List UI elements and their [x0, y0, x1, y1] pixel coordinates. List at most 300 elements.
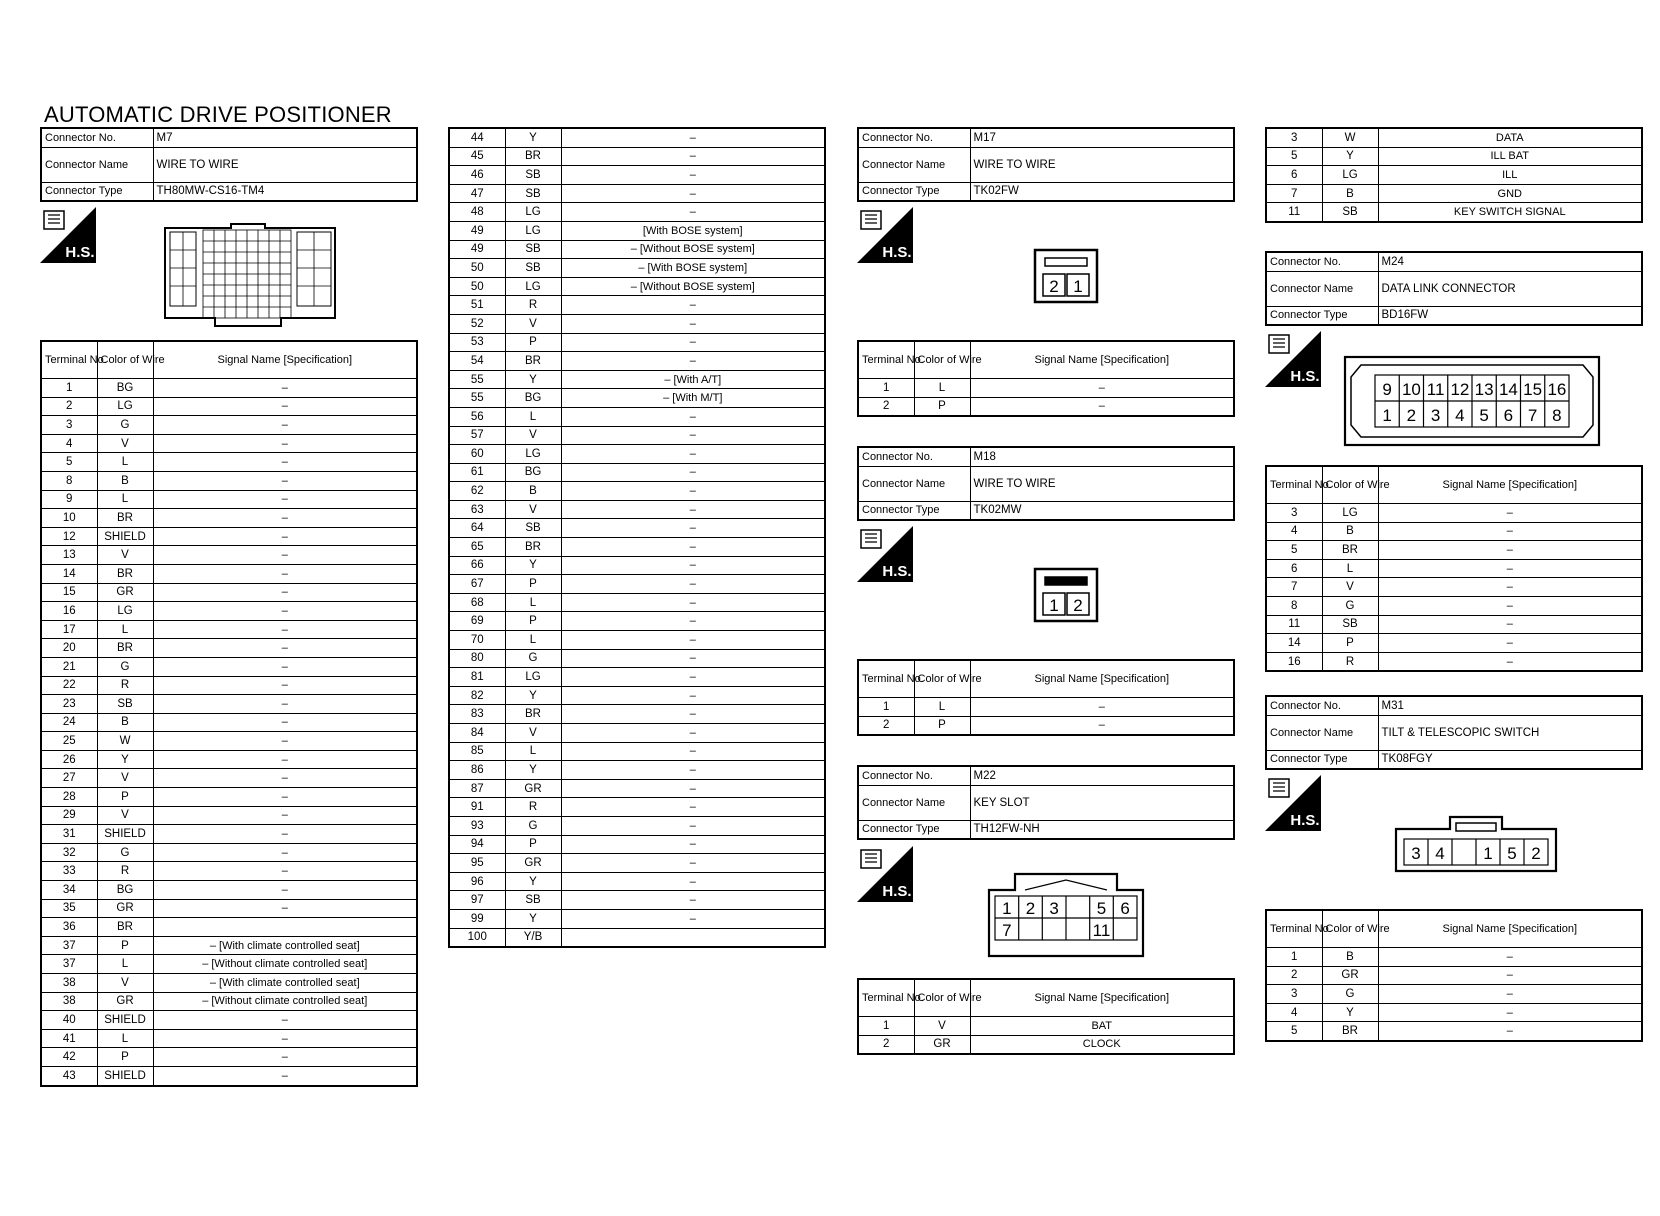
- signal-name-cell: –: [153, 676, 417, 695]
- wire-color-cell: GR: [97, 992, 153, 1011]
- terminal-no-header: Terminal No.: [41, 341, 97, 379]
- wire-color-cell: LG: [505, 445, 561, 464]
- wire-color-cell: G: [1322, 985, 1378, 1004]
- table-row: [41, 490, 417, 509]
- table-row: [449, 482, 825, 501]
- connector-name-value: WIRE TO WIRE: [153, 147, 417, 182]
- terminal-no-cell: 16: [1266, 652, 1322, 671]
- wire-color-cell: Y/B: [505, 928, 561, 947]
- signal-name-cell: –: [153, 713, 417, 732]
- table-row: [449, 575, 825, 594]
- connector-name-value: WIRE TO WIRE: [970, 466, 1234, 501]
- signal-name-cell: –: [561, 593, 825, 612]
- color-header: Color of Wire: [914, 341, 970, 379]
- pin-label: 4: [1435, 844, 1445, 863]
- terminal-no-cell: 56: [449, 407, 505, 426]
- wire-color-cell: SB: [1322, 203, 1378, 222]
- signal-name-cell: [With BOSE system]: [561, 221, 825, 240]
- wire-color-cell: SB: [505, 240, 561, 259]
- signal-name-cell: – [With A/T]: [561, 370, 825, 389]
- pin-label: 8: [1552, 406, 1562, 425]
- table-row: [41, 750, 417, 769]
- wire-color-cell: Y: [505, 370, 561, 389]
- terminal-no-cell: 62: [449, 482, 505, 501]
- terminal-no-cell: 43: [41, 1066, 97, 1085]
- wire-color-cell: B: [1322, 184, 1378, 203]
- terminal-no-cell: 100: [449, 928, 505, 947]
- table-row: [41, 974, 417, 993]
- terminal-no-cell: 40: [41, 1011, 97, 1030]
- connector-name-label: Connector Name: [41, 147, 153, 182]
- harness-side-icon: [857, 846, 913, 902]
- pin-label: 7: [1527, 406, 1538, 425]
- signal-name-cell: –: [561, 463, 825, 482]
- terminal-no-cell: 55: [449, 370, 505, 389]
- terminal-no-cell: 44: [449, 128, 505, 147]
- wire-color-cell: G: [97, 416, 153, 435]
- table-row: [1266, 596, 1642, 615]
- table-row: [41, 509, 417, 528]
- signal-name-cell: –: [153, 788, 417, 807]
- wire-color-cell: L: [914, 379, 970, 398]
- terminal-no-cell: 80: [449, 649, 505, 668]
- table-row: [1266, 652, 1642, 671]
- wire-color-cell: P: [97, 1048, 153, 1067]
- connector-type-label: Connector Type: [41, 182, 153, 201]
- connector-name-label: Connector Name: [858, 147, 970, 182]
- terminal-no-cell: 1: [858, 698, 914, 717]
- table-row: [449, 686, 825, 705]
- terminal-no-cell: 37: [41, 936, 97, 955]
- signal-name-cell: GND: [1378, 184, 1642, 203]
- wire-color-cell: SHIELD: [97, 527, 153, 546]
- signal-name-cell: –: [153, 602, 417, 621]
- terminal-no-cell: 93: [449, 816, 505, 835]
- connector-name-label: Connector Name: [858, 466, 970, 501]
- terminal-no-cell: 7: [1266, 578, 1322, 597]
- terminal-no-cell: 8: [41, 471, 97, 490]
- connector-name-label: Connector Name: [1266, 715, 1378, 750]
- pin-label: 2: [1073, 596, 1083, 615]
- terminal-no-cell: 95: [449, 854, 505, 873]
- signal-name-cell: –: [561, 166, 825, 185]
- wire-color-cell: BR: [1322, 1022, 1378, 1041]
- signal-header: Signal Name [Specification]: [970, 979, 1234, 1017]
- terminal-no-cell: 6: [1266, 166, 1322, 185]
- terminal-no-cell: 9: [41, 490, 97, 509]
- table-row: [858, 1035, 1234, 1054]
- table-row: [449, 854, 825, 873]
- terminal-table-m17: [857, 340, 1235, 417]
- pin-label: 16: [1547, 380, 1567, 399]
- table-row: [41, 992, 417, 1011]
- table-row: [41, 453, 417, 472]
- pin-label: 3: [1049, 899, 1059, 918]
- signal-name-cell: –: [561, 872, 825, 891]
- signal-name-cell: –: [153, 490, 417, 509]
- signal-name-cell: – [With M/T]: [561, 389, 825, 408]
- table-row: [858, 698, 1234, 717]
- table-row: [449, 519, 825, 538]
- terminal-no-cell: 10: [41, 509, 97, 528]
- harness-side-icon: [40, 207, 96, 263]
- terminal-no-cell: 27: [41, 769, 97, 788]
- terminal-no-cell: 51: [449, 296, 505, 315]
- wire-color-cell: R: [505, 798, 561, 817]
- terminal-table-m7: [40, 340, 418, 1087]
- wire-color-cell: P: [914, 716, 970, 735]
- table-row: [858, 397, 1234, 416]
- terminal-no-cell: 55: [449, 389, 505, 408]
- table-row: [41, 806, 417, 825]
- wire-color-cell: L: [97, 1029, 153, 1048]
- terminal-no-cell: 22: [41, 676, 97, 695]
- table-row: [41, 379, 417, 398]
- wire-color-cell: GR: [505, 854, 561, 873]
- pin-label: 13: [1474, 380, 1494, 399]
- table-row: [1266, 634, 1642, 653]
- signal-name-cell: –: [153, 899, 417, 918]
- table-row: [449, 259, 825, 278]
- terminal-no-cell: 4: [1266, 522, 1322, 541]
- wire-color-cell: L: [97, 453, 153, 472]
- connector-no-value: M22: [970, 766, 1234, 785]
- terminal-no-cell: 35: [41, 899, 97, 918]
- wire-color-cell: P: [1322, 634, 1378, 653]
- table-row: [41, 713, 417, 732]
- table-row: [449, 909, 825, 928]
- pin-label: 9: [1382, 380, 1392, 399]
- pin-label: 2: [1406, 406, 1417, 425]
- signal-name-cell: –: [1378, 596, 1642, 615]
- terminal-no-cell: 83: [449, 705, 505, 724]
- wire-color-cell: BG: [97, 881, 153, 900]
- connector-no-value: M31: [1378, 696, 1642, 715]
- terminal-no-cell: 66: [449, 556, 505, 575]
- terminal-no-cell: 31: [41, 825, 97, 844]
- terminal-no-cell: 25: [41, 732, 97, 751]
- harness-side-icon: [857, 207, 913, 263]
- table-row: [449, 445, 825, 464]
- table-row: [1266, 1022, 1642, 1041]
- table-row: [449, 240, 825, 259]
- terminal-no-cell: 38: [41, 974, 97, 993]
- terminal-no-cell: 94: [449, 835, 505, 854]
- connector-no-value: M18: [970, 447, 1234, 466]
- table-row: [449, 612, 825, 631]
- terminal-no-cell: 64: [449, 519, 505, 538]
- wire-color-cell: V: [505, 724, 561, 743]
- wire-color-cell: BR: [505, 538, 561, 557]
- table-row: [449, 370, 825, 389]
- connector-type-value: TK02FW: [970, 182, 1234, 201]
- table-row: [41, 546, 417, 565]
- signal-header: Signal Name [Specification]: [153, 341, 417, 379]
- terminal-table-m22-continued: [1265, 127, 1643, 223]
- signal-name-cell: –: [1378, 615, 1642, 634]
- wire-color-cell: B: [97, 713, 153, 732]
- wire-color-cell: BG: [505, 389, 561, 408]
- connector-diagram-m31: [1394, 815, 1558, 873]
- table-row: [449, 221, 825, 240]
- wire-color-cell: BR: [505, 147, 561, 166]
- wire-color-cell: Y: [1322, 1003, 1378, 1022]
- signal-name-cell: –: [561, 835, 825, 854]
- table-row: [1266, 128, 1642, 147]
- pin-label: 1: [1483, 844, 1493, 863]
- terminal-no-cell: 24: [41, 713, 97, 732]
- terminal-no-cell: 46: [449, 166, 505, 185]
- terminal-no-cell: 2: [858, 397, 914, 416]
- terminal-no-cell: 47: [449, 184, 505, 203]
- table-row: [449, 166, 825, 185]
- signal-name-cell: –: [153, 1029, 417, 1048]
- table-row: [1266, 184, 1642, 203]
- signal-name-cell: –: [1378, 1003, 1642, 1022]
- signal-name-cell: –: [153, 881, 417, 900]
- terminal-no-cell: 13: [41, 546, 97, 565]
- signal-name-cell: –: [561, 742, 825, 761]
- color-header: Color of Wire: [97, 341, 153, 379]
- table-row: [41, 564, 417, 583]
- signal-name-cell: –: [561, 649, 825, 668]
- pin-label: 5: [1096, 899, 1107, 918]
- table-row: [1266, 985, 1642, 1004]
- signal-name-cell: –: [1378, 652, 1642, 671]
- wire-color-cell: Y: [505, 872, 561, 891]
- pin-label: 2: [1025, 899, 1036, 918]
- table-row: [1266, 203, 1642, 222]
- terminal-no-cell: 99: [449, 909, 505, 928]
- wire-color-cell: G: [1322, 596, 1378, 615]
- terminal-no-cell: 81: [449, 668, 505, 687]
- wire-color-cell: B: [1322, 522, 1378, 541]
- wire-color-cell: G: [505, 816, 561, 835]
- signal-name-cell: –: [153, 806, 417, 825]
- wire-color-cell: V: [1322, 578, 1378, 597]
- table-row: [449, 203, 825, 222]
- wire-color-cell: L: [505, 593, 561, 612]
- signal-name-cell: –: [561, 500, 825, 519]
- table-row: [41, 1011, 417, 1030]
- terminal-no-cell: 49: [449, 240, 505, 259]
- table-row: [41, 1048, 417, 1067]
- terminal-no-cell: 50: [449, 277, 505, 296]
- signal-name-cell: –: [561, 779, 825, 798]
- wire-color-cell: B: [1322, 948, 1378, 967]
- connector-name-label: Connector Name: [1266, 271, 1378, 306]
- terminal-no-cell: 2: [858, 716, 914, 735]
- terminal-no-cell: 3: [1266, 128, 1322, 147]
- wire-color-cell: GR: [914, 1035, 970, 1054]
- terminal-no-cell: 16: [41, 602, 97, 621]
- pin-label: 5: [1507, 844, 1517, 863]
- signal-name-cell: –: [561, 128, 825, 147]
- table-row: [449, 147, 825, 166]
- terminal-no-cell: 1: [858, 1017, 914, 1036]
- table-row: [41, 602, 417, 621]
- hs-label: H.S.: [65, 244, 95, 261]
- signal-name-cell: –: [561, 482, 825, 501]
- pin-label: 3: [1430, 406, 1441, 425]
- table-row: [41, 918, 417, 937]
- wire-color-cell: G: [505, 649, 561, 668]
- terminal-no-cell: 82: [449, 686, 505, 705]
- table-row: [41, 657, 417, 676]
- signal-name-cell: –: [153, 657, 417, 676]
- terminal-no-cell: 86: [449, 761, 505, 780]
- terminal-no-header: Terminal No.: [858, 660, 914, 698]
- terminal-no-cell: 50: [449, 259, 505, 278]
- terminal-no-cell: 45: [449, 147, 505, 166]
- terminal-no-cell: 67: [449, 575, 505, 594]
- table-row: [858, 379, 1234, 398]
- signal-name-cell: –: [1378, 522, 1642, 541]
- connector-no-label: Connector No.: [1266, 696, 1378, 715]
- connector-info-m22: [857, 765, 1235, 840]
- pin-label: 6: [1503, 406, 1514, 425]
- table-row: [41, 471, 417, 490]
- wire-color-cell: V: [97, 769, 153, 788]
- wire-color-cell: L: [505, 742, 561, 761]
- terminal-no-cell: 28: [41, 788, 97, 807]
- connector-info-m18: [857, 446, 1235, 521]
- wire-color-cell: BR: [97, 639, 153, 658]
- terminal-no-cell: 61: [449, 463, 505, 482]
- table-row: [41, 527, 417, 546]
- signal-name-cell: –: [970, 698, 1234, 717]
- table-row: [41, 732, 417, 751]
- table-row: [449, 556, 825, 575]
- terminal-table-m18: [857, 659, 1235, 736]
- pin-label: 15: [1523, 380, 1543, 399]
- table-row: [449, 277, 825, 296]
- signal-name-cell: BAT: [970, 1017, 1234, 1036]
- connector-type-label: Connector Type: [1266, 306, 1378, 325]
- terminal-no-cell: 84: [449, 724, 505, 743]
- table-row: [1266, 966, 1642, 985]
- terminal-no-cell: 70: [449, 631, 505, 650]
- pin-label: 12: [1450, 380, 1470, 399]
- connector-diagram-m7: [161, 222, 339, 332]
- table-row: [1266, 559, 1642, 578]
- signal-name-cell: KEY SWITCH SIGNAL: [1378, 203, 1642, 222]
- signal-name-cell: –: [153, 862, 417, 881]
- wire-color-cell: P: [914, 397, 970, 416]
- signal-name-cell: –: [153, 509, 417, 528]
- signal-name-cell: – [Without BOSE system]: [561, 240, 825, 259]
- terminal-no-cell: 68: [449, 593, 505, 612]
- table-row: [41, 676, 417, 695]
- wire-color-cell: BR: [97, 564, 153, 583]
- hs-label: H.S.: [1290, 368, 1320, 385]
- signal-name-cell: – [With climate controlled seat]: [153, 936, 417, 955]
- terminal-no-cell: 85: [449, 742, 505, 761]
- wire-color-cell: V: [505, 500, 561, 519]
- terminal-no-cell: 49: [449, 221, 505, 240]
- terminal-no-cell: 38: [41, 992, 97, 1011]
- signal-name-cell: [153, 918, 417, 937]
- wire-color-cell: BR: [1322, 541, 1378, 560]
- wire-color-cell: Y: [1322, 147, 1378, 166]
- hs-label: H.S.: [882, 883, 912, 900]
- table-row: [449, 761, 825, 780]
- table-row: [41, 899, 417, 918]
- signal-name-cell: –: [970, 716, 1234, 735]
- signal-name-cell: –: [1378, 504, 1642, 523]
- terminal-no-cell: 14: [41, 564, 97, 583]
- wire-color-cell: P: [505, 835, 561, 854]
- signal-name-cell: –: [561, 668, 825, 687]
- table-row: [41, 769, 417, 788]
- connector-info-m24: [1265, 251, 1643, 326]
- signal-name-cell: –: [153, 750, 417, 769]
- terminal-no-cell: 48: [449, 203, 505, 222]
- signal-name-cell: –: [561, 705, 825, 724]
- signal-name-cell: –: [561, 203, 825, 222]
- hs-label: H.S.: [1290, 812, 1320, 829]
- terminal-no-cell: 2: [858, 1035, 914, 1054]
- signal-name-cell: –: [561, 761, 825, 780]
- signal-name-cell: –: [153, 397, 417, 416]
- terminal-no-cell: 5: [1266, 147, 1322, 166]
- wire-color-cell: SHIELD: [97, 1011, 153, 1030]
- table-row: [449, 872, 825, 891]
- signal-name-cell: DATA: [1378, 128, 1642, 147]
- wire-color-cell: V: [97, 974, 153, 993]
- wire-color-cell: BR: [97, 918, 153, 937]
- wire-color-cell: Y: [97, 750, 153, 769]
- wire-color-cell: SHIELD: [97, 825, 153, 844]
- signal-header: Signal Name [Specification]: [970, 660, 1234, 698]
- table-row: [449, 426, 825, 445]
- table-row: [449, 184, 825, 203]
- wire-color-cell: W: [97, 732, 153, 751]
- pin-label: 3: [1411, 844, 1421, 863]
- signal-name-cell: –: [153, 583, 417, 602]
- harness-side-icon: [857, 526, 913, 582]
- wire-color-cell: Y: [505, 128, 561, 147]
- signal-name-cell: –: [561, 909, 825, 928]
- table-row: [449, 835, 825, 854]
- wire-color-cell: P: [505, 575, 561, 594]
- connector-type-label: Connector Type: [858, 501, 970, 520]
- connector-name-value: DATA LINK CONNECTOR: [1378, 271, 1642, 306]
- signal-name-cell: –: [153, 843, 417, 862]
- wire-color-cell: V: [97, 546, 153, 565]
- table-row: [449, 296, 825, 315]
- signal-name-cell: –: [1378, 559, 1642, 578]
- connector-name-value: KEY SLOT: [970, 785, 1234, 820]
- terminal-no-cell: 29: [41, 806, 97, 825]
- signal-name-cell: –: [561, 445, 825, 464]
- signal-name-cell: –: [153, 825, 417, 844]
- pin-label: 1: [1049, 596, 1059, 615]
- pin-label: 1: [1002, 899, 1012, 918]
- color-header: Color of Wire: [914, 660, 970, 698]
- signal-name-cell: –: [561, 612, 825, 631]
- connector-no-value: M17: [970, 128, 1234, 147]
- terminal-no-cell: 42: [41, 1048, 97, 1067]
- connector-type-label: Connector Type: [1266, 750, 1378, 769]
- signal-name-cell: ILL: [1378, 166, 1642, 185]
- wire-color-cell: LG: [505, 203, 561, 222]
- wire-color-cell: SHIELD: [97, 1066, 153, 1085]
- terminal-no-cell: 65: [449, 538, 505, 557]
- wire-color-cell: BG: [505, 463, 561, 482]
- table-row: [41, 862, 417, 881]
- connector-diagram-m24: [1343, 355, 1601, 447]
